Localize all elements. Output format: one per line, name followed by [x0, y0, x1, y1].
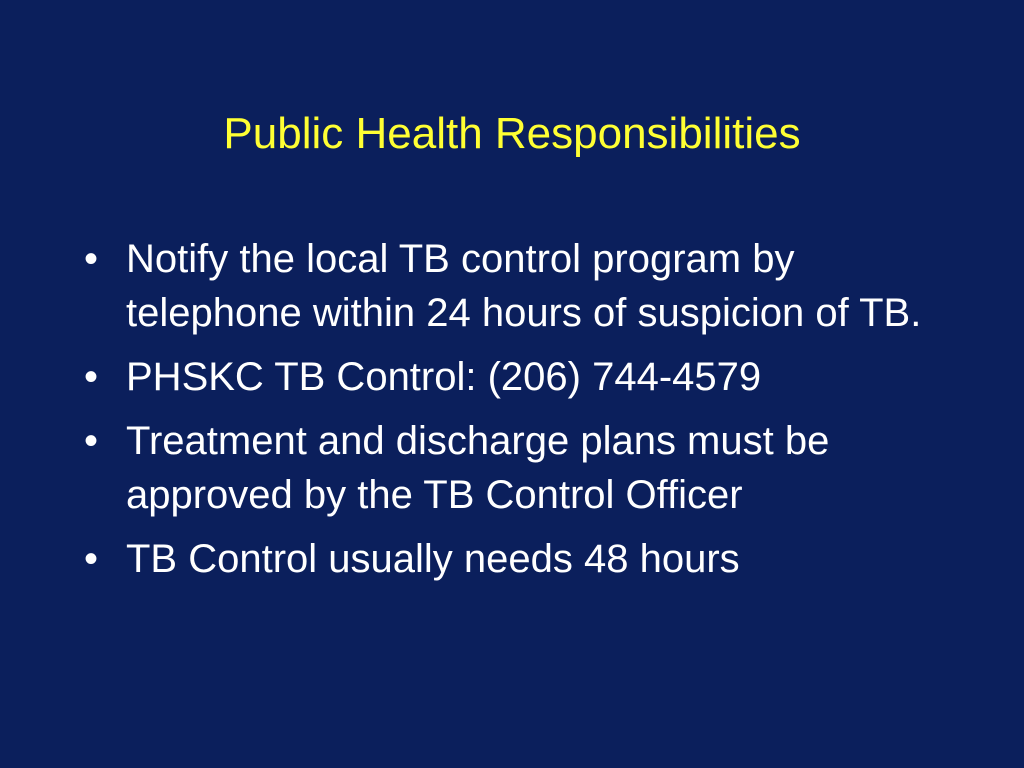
bullet-text: PHSKC TB Control: (206) 744-4579 — [126, 355, 762, 399]
bullet-marker: • — [84, 237, 99, 281]
bullet-marker: • — [84, 537, 99, 581]
bullet-marker: • — [84, 419, 99, 463]
bullet-item — [84, 350, 954, 404]
bullet-item — [84, 414, 954, 522]
bullet-marker: • — [84, 355, 99, 399]
bullet-item — [84, 232, 954, 340]
bullet-text: Treatment and discharge plans must be approved by the TB Control Officer — [126, 419, 830, 517]
bullet-text: TB Control usually needs 48 hours — [126, 537, 740, 581]
slide-title: Public Health Responsibilities — [223, 109, 801, 158]
bullet-text: Notify the local TB control program by telephone within 24 hours of suspicion of TB. — [126, 237, 922, 335]
bullet-list — [84, 232, 954, 596]
bullet-item — [84, 532, 954, 586]
